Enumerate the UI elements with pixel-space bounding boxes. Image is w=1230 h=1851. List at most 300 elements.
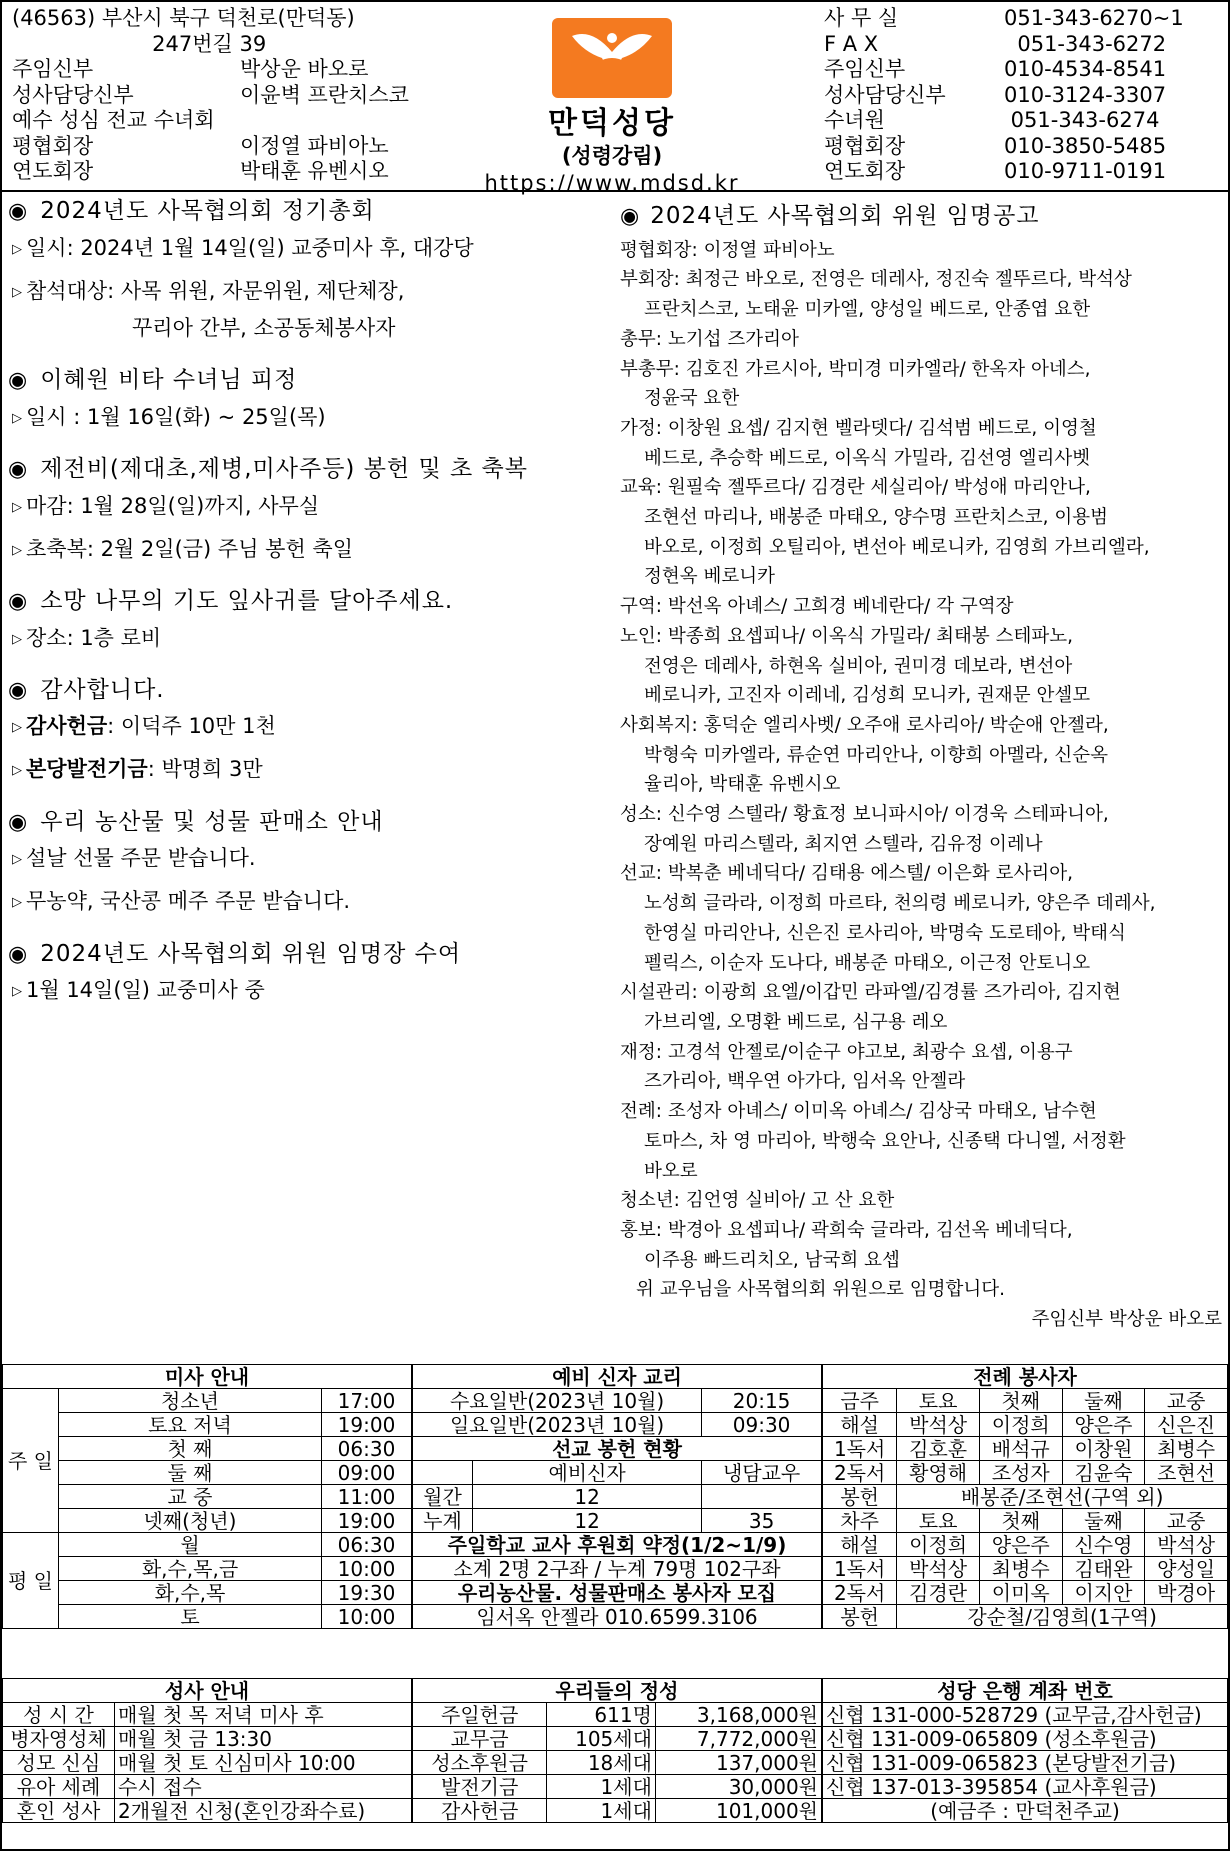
notices-column <box>8 198 612 1029</box>
bullet-icon: ◉ <box>8 809 29 835</box>
header-key: 247번길 39 <box>12 31 267 56</box>
appointment-line: 시설관리: 이광희 요엘/이갑민 라파엘/김경률 즈가리아, 김지현 <box>620 982 1121 1004</box>
table-cell: (예금주 : 만덕천주교) <box>823 1799 1228 1823</box>
header-row <box>824 83 1184 109</box>
triangle-icon: ▷ <box>12 720 22 736</box>
table-cell: 배석규 <box>979 1437 1062 1461</box>
appointment-line-cont: 이주용 빠드리치오, 남국희 요셉 <box>644 1249 900 1271</box>
table-row <box>413 1799 822 1823</box>
bullet-icon: ◉ <box>8 677 29 703</box>
table-cell: 선교 봉헌 현황 <box>413 1437 822 1461</box>
table-cell: 1독서 <box>823 1557 897 1581</box>
table-cell: 누계 <box>413 1509 473 1533</box>
triangle-icon: ▷ <box>12 542 22 558</box>
table-cell: 12 <box>473 1509 702 1533</box>
table-cell: 월 <box>59 1533 322 1557</box>
appointment-line: 구역: 박선옥 아녜스/ 고희경 베네란다/ 각 구역장 <box>620 596 1014 618</box>
table-cell: 감사헌금 <box>413 1799 547 1823</box>
table-cell: 강순철/김영희(1구역) <box>897 1605 1228 1629</box>
table-row <box>3 1461 412 1485</box>
table-row <box>823 1605 1228 1629</box>
table-cell: 10:00 <box>322 1605 412 1629</box>
appointment-line: 노인: 박종희 요셉피나/ 이옥식 가밀라/ 최태봉 스테파노, <box>620 625 1074 647</box>
notice-item <box>12 978 612 1003</box>
appointment-line-cont: 즈가리아, 백우연 아가다, 임서옥 안젤라 <box>644 1071 966 1093</box>
table-row <box>413 1461 822 1485</box>
table-cell: 배봉준/조현선(구역 외) <box>897 1485 1228 1509</box>
triangle-icon: ▷ <box>12 984 22 1000</box>
notice-item-text: 감사헌금: 이덕주 10만 1천 <box>26 714 276 739</box>
table-cell: 발전기금 <box>413 1775 547 1799</box>
notice-item-text: 일시 : 1월 16일(화) ~ 25일(목) <box>26 404 326 429</box>
table-row <box>823 1509 1228 1533</box>
header-key: 예수 성심 전교 수녀회 <box>12 108 215 132</box>
table-cell: 주일헌금 <box>413 1703 547 1727</box>
notice-title-text: 이혜원 비타 수녀님 피정 <box>40 367 298 394</box>
table-row <box>823 1727 1228 1751</box>
notice-title <box>8 809 612 837</box>
triangle-icon: ▷ <box>12 895 22 911</box>
header-row <box>12 6 409 32</box>
table-cell: 차주 <box>823 1509 897 1533</box>
table-cell: 봉헌 <box>823 1485 897 1509</box>
appointment-line-cont: 베로니카, 고진자 이레네, 김성희 모니카, 권재문 안셀모 <box>644 685 1091 707</box>
table-cell: 101,000원 <box>655 1799 821 1823</box>
table-cell: 3,168,000원 <box>655 1703 821 1727</box>
table-row <box>413 1751 822 1775</box>
table-cell: 성사 안내 <box>3 1679 412 1703</box>
table-cell: 1독서 <box>823 1437 897 1461</box>
table-cell: 교 중 <box>59 1485 322 1509</box>
table-cell <box>702 1485 822 1509</box>
table-row <box>413 1509 822 1533</box>
header-value: 박상운 바오로 <box>240 57 369 81</box>
notice-item-text: 초축복: 2월 2일(금) 주님 봉헌 축일 <box>26 536 353 561</box>
appointment-line-cont: 조현선 마리나, 배봉준 마태오, 양수명 프란치스코, 이용범 <box>644 507 1108 529</box>
bullet-icon: ◉ <box>8 368 29 394</box>
table-cell: 매월 첫 금 13:30 <box>115 1727 412 1751</box>
catechism-table <box>412 1364 822 1629</box>
notice-item <box>12 714 612 739</box>
appointment-line-cont: 토마스, 차 영 마리아, 박행숙 요안나, 신종택 다니엘, 서정환 <box>644 1130 1126 1152</box>
table-cell: 137,000원 <box>655 1751 821 1775</box>
table-cell: 토요 <box>897 1389 980 1413</box>
triangle-icon: ▷ <box>12 241 22 257</box>
appointment-line-cont: 정현옥 베로니카 <box>644 566 775 588</box>
table-row <box>823 1679 1228 1703</box>
notice-title <box>8 198 612 226</box>
table-cell: 양성일 <box>1145 1557 1228 1581</box>
header-value: 010-3124-3307 <box>1004 82 1167 107</box>
appointment-line-cont: 베드로, 추승학 베드로, 이옥식 가밀라, 김선영 엘리사벳 <box>644 447 1091 469</box>
table-cell: 토요 저녁 <box>59 1413 322 1437</box>
table-cell: 봉헌 <box>823 1605 897 1629</box>
header-key: 성사담당신부 <box>824 82 946 107</box>
triangle-icon: ▷ <box>12 852 22 868</box>
header-key: 성사담당신부 <box>12 82 134 107</box>
notice-title <box>8 456 612 484</box>
header-row <box>12 57 409 83</box>
table-cell: 해설 <box>823 1413 897 1437</box>
appointment-line-cont: 바오로 <box>644 1160 698 1182</box>
header-left-info <box>12 6 409 185</box>
table-cell: 우리들의 정성 <box>413 1679 822 1703</box>
table-cell: 화,수,목 <box>59 1581 322 1605</box>
table-cell: 19:00 <box>322 1509 412 1533</box>
bank-account-table <box>822 1678 1228 1823</box>
table-row <box>3 1727 412 1751</box>
table-row <box>413 1365 822 1389</box>
header-key: 주임신부 <box>824 57 906 81</box>
notice-item-text: 1월 14일(일) 교중미사 중 <box>26 978 265 1003</box>
notice-title-text: 2024년도 사목협의회 위원 임명장 수여 <box>40 940 462 967</box>
table-row <box>3 1389 412 1413</box>
table-cell: 김경란 <box>897 1581 980 1605</box>
table-cell: 신협 131-009-065823 (본당발전기금) <box>823 1751 1228 1775</box>
table-cell: 우리농산물. 성물판매소 봉사자 모집 <box>413 1581 822 1605</box>
bullet-icon: ◉ <box>8 588 29 614</box>
table-cell: 35 <box>702 1509 822 1533</box>
header-value: 010-9711-0191 <box>1004 159 1167 183</box>
notice-section <box>8 198 612 341</box>
notice-section <box>8 941 612 1004</box>
notice-title <box>8 941 612 969</box>
notice-section <box>8 456 612 562</box>
table-cell: 청소년 <box>59 1389 322 1413</box>
table-row <box>823 1437 1228 1461</box>
table-cell: 교중 <box>1145 1389 1228 1413</box>
table-row <box>3 1775 412 1799</box>
table-cell: 교중 <box>1145 1509 1228 1533</box>
church-subtitle: (성령강림) <box>561 144 663 168</box>
table-cell: 교무금 <box>413 1727 547 1751</box>
table-cell: 2독서 <box>823 1461 897 1485</box>
notice-item <box>12 846 612 871</box>
table-cell: 1세대 <box>547 1799 656 1823</box>
table-cell: 첫째 <box>979 1389 1062 1413</box>
table-cell: 첫 째 <box>59 1437 322 1461</box>
table-row <box>823 1365 1228 1389</box>
notice-item <box>12 236 612 261</box>
appointment-line: 재정: 고경석 안젤로/이순구 야고보, 최광수 요셉, 이용구 <box>620 1041 1073 1063</box>
table-cell: 18세대 <box>547 1751 656 1775</box>
table-cell: 토 <box>59 1605 322 1629</box>
appointment-line-cont: 가브리엘, 오명환 베드로, 심구용 레오 <box>644 1011 948 1033</box>
table-cell: 09:00 <box>322 1461 412 1485</box>
appointment-line-cont: 장예원 마리스텔라, 최지연 스텔라, 김유정 이레나 <box>644 833 1043 855</box>
table-row <box>823 1557 1228 1581</box>
header-key: 평협회장 <box>824 133 906 158</box>
header-value: 051-343-6270~1 <box>1004 6 1184 30</box>
notice-title <box>8 677 612 705</box>
table-cell: 30,000원 <box>655 1775 821 1799</box>
appointment-line: 부총무: 김호진 가르시아, 박미경 미카엘라/ 한옥자 아네스, <box>620 358 1091 380</box>
table-row <box>823 1413 1228 1437</box>
table-cell: 성소후원금 <box>413 1751 547 1775</box>
table-cell: 혼인 성사 <box>3 1799 115 1823</box>
notice-item <box>12 889 612 914</box>
appointment-line: 청소년: 김언영 실비아/ 고 산 요한 <box>620 1190 895 1212</box>
table-row <box>823 1775 1228 1799</box>
notice-section <box>8 367 612 430</box>
appointment-line-cont: 한영실 마리안나, 신은진 로사리아, 박명숙 도로테아, 박태식 <box>644 922 1126 944</box>
table-cell: 19:00 <box>322 1413 412 1437</box>
appointment-line: 사회복지: 홍덕순 엘리사벳/ 오주애 로사리아/ 박순애 안젤라, <box>620 714 1109 736</box>
table-cell: 이창원 <box>1062 1437 1145 1461</box>
notice-item-text: 본당발전기금: 박명희 3만 <box>26 757 263 782</box>
header-key: 주임신부 <box>12 57 94 81</box>
table-row <box>3 1581 412 1605</box>
table-cell: 신협 131-009-065809 (성소후원금) <box>823 1727 1228 1751</box>
table-cell: 09:30 <box>702 1413 822 1437</box>
notice-item <box>12 537 612 562</box>
header-value: 010-3850-5485 <box>1004 133 1167 158</box>
header-key: 수녀원 <box>824 108 885 132</box>
church-logo-icon <box>552 18 672 98</box>
table-cell: 19:30 <box>322 1581 412 1605</box>
table-cell: 매월 첫 목 저녁 미사 후 <box>115 1703 412 1727</box>
sacrament-table <box>2 1678 412 1823</box>
table-row <box>413 1703 822 1727</box>
table-cell: 611명 <box>547 1703 656 1727</box>
appointment-line: 성소: 신수영 스텔라/ 황효정 보니파시아/ 이경욱 스테파니아, <box>620 804 1109 826</box>
table-cell: 조현선 <box>1145 1461 1228 1485</box>
logo <box>484 18 740 196</box>
table-cell: 10:00 <box>322 1557 412 1581</box>
table-row <box>3 1533 412 1557</box>
appointment-line: 총무: 노기섭 즈가리아 <box>620 328 799 350</box>
appointment-line-cont: 박형숙 미카엘라, 류순연 마리안나, 이향희 아멜라, 신순옥 <box>644 744 1108 766</box>
table-row <box>823 1533 1228 1557</box>
table-row <box>823 1461 1228 1485</box>
header-row <box>12 159 409 185</box>
header-value: 051-343-6272 <box>1004 31 1167 56</box>
header-row <box>824 6 1184 32</box>
table-cell: 주 일 <box>3 1389 59 1533</box>
appointment-title: ◉ 2024년도 사목협의회 위원 임명공고 <box>620 203 1040 229</box>
appointment-line-cont: 바오로, 이정희 오틸리아, 변선아 베로니카, 김영희 가브리엘라, <box>644 536 1150 558</box>
table-cell: 양은주 <box>979 1533 1062 1557</box>
table-cell: 냉담교우 <box>702 1461 822 1485</box>
header <box>2 2 1228 196</box>
table-cell: 이정희 <box>897 1533 980 1557</box>
notice-item-indent: 꾸리아 간부, 소공동체봉사자 <box>132 315 396 340</box>
appointment-line-cont: 율리아, 박태훈 유벤시오 <box>644 774 841 796</box>
table-cell: 신수영 <box>1062 1533 1145 1557</box>
table-cell: 1세대 <box>547 1775 656 1799</box>
header-value: 051-343-6274 <box>1004 108 1160 132</box>
appointment-signature: 주임신부 박상운 바오로 <box>1031 1309 1222 1331</box>
notice-title-text: 우리 농산물 및 성물 판매소 안내 <box>40 808 384 835</box>
table-row <box>3 1751 412 1775</box>
table-cell: 예비 신자 교리 <box>413 1365 822 1389</box>
notice-title <box>8 588 612 616</box>
header-row <box>824 134 1184 160</box>
table-row <box>823 1389 1228 1413</box>
table-cell: 20:15 <box>702 1389 822 1413</box>
table-cell: 양은주 <box>1062 1413 1145 1437</box>
table-cell: 성모 신심 <box>3 1751 115 1775</box>
table-cell: 박석상 <box>897 1413 980 1437</box>
table-cell: 둘째 <box>1062 1509 1145 1533</box>
table-row <box>823 1799 1228 1823</box>
triangle-icon: ▷ <box>12 410 22 426</box>
table-cell: 이미옥 <box>979 1581 1062 1605</box>
table-cell: 월간 <box>413 1485 473 1509</box>
triangle-icon: ▷ <box>12 763 22 779</box>
appointment-line: 전례: 조성자 아녜스/ 이미옥 아녜스/ 김상국 마태오, 남수현 <box>620 1101 1097 1123</box>
table-cell: 박석상 <box>1145 1533 1228 1557</box>
notice-section <box>8 588 612 651</box>
table-cell: 병자영성체 <box>3 1727 115 1751</box>
header-row <box>824 159 1184 185</box>
offering-table <box>412 1678 822 1823</box>
table-cell: 김호훈 <box>897 1437 980 1461</box>
table-cell: 평 일 <box>3 1533 59 1629</box>
table-cell: 성 시 간 <box>3 1703 115 1727</box>
table-row <box>823 1485 1228 1509</box>
header-value: 이정열 파비아노 <box>240 133 389 158</box>
bullet-icon: ◉ <box>620 204 641 229</box>
appointment-line: 부회장: 최정근 바오로, 전영은 데레사, 정진숙 젤뚜르다, 박석상 <box>620 269 1132 291</box>
header-row <box>824 57 1184 83</box>
header-row <box>824 32 1184 58</box>
table-cell: 수시 접수 <box>115 1775 412 1799</box>
liturgy-servers-table <box>822 1364 1228 1629</box>
table-cell: 토요 <box>897 1509 980 1533</box>
appointment-line: 가정: 이창원 요셉/ 김지현 벨라뎃다/ 김석범 베드로, 이영철 <box>620 417 1097 439</box>
notice-section <box>8 677 612 783</box>
bullet-icon: ◉ <box>8 199 29 224</box>
appointment-line-cont: 펠릭스, 이순자 도나다, 배봉준 마태오, 이근정 안토니오 <box>644 952 1091 974</box>
bullet-icon: ◉ <box>8 941 29 967</box>
notice-title-text: 소망 나무의 기도 잎사귀를 달아주세요. <box>40 587 454 614</box>
appointment-line: 교육: 원필숙 젤뚜르다/ 김경란 세실리아/ 박성애 마리안나, <box>620 477 1091 499</box>
table-row <box>3 1799 412 1823</box>
notice-item <box>12 405 612 430</box>
appointment-notice <box>620 202 1226 1335</box>
table-cell: 2독서 <box>823 1581 897 1605</box>
table-cell: 105세대 <box>547 1727 656 1751</box>
table-cell: 최병수 <box>1145 1437 1228 1461</box>
triangle-icon: ▷ <box>12 284 22 300</box>
header-key: 사 무 실 <box>824 6 899 30</box>
header-right-contacts <box>824 6 1184 185</box>
triangle-icon: ▷ <box>12 631 22 647</box>
table-cell: 신은진 <box>1145 1413 1228 1437</box>
table-cell: 첫째 <box>979 1509 1062 1533</box>
triangle-icon: ▷ <box>12 499 22 515</box>
table-row <box>823 1751 1228 1775</box>
notice-title-text: 2024년도 사목협의회 정기총회 <box>40 198 375 224</box>
notice-title <box>8 367 612 395</box>
appointment-line-cont: 전영은 데레사, 하현옥 실비아, 권미경 데보라, 변선아 <box>644 655 1073 677</box>
appointment-line-cont: 노성희 글라라, 이정희 마르타, 천의령 베로니카, 양은주 데레사, <box>644 893 1156 915</box>
table-row <box>3 1703 412 1727</box>
table-cell: 예비신자 <box>473 1461 702 1485</box>
notice-item-label: 감사헌금 <box>26 714 108 739</box>
table-cell: 넷째(청년) <box>59 1509 322 1533</box>
table-cell: 소계 2명 2구좌 / 누계 79명 102구좌 <box>413 1557 822 1581</box>
table-cell: 둘 째 <box>59 1461 322 1485</box>
header-key: 연도회장 <box>824 159 906 183</box>
church-url[interactable]: https://www.mdsd.kr <box>484 171 740 196</box>
appointment-line-cont: 프란치스코, 노태윤 미카엘, 양성일 베드로, 안종엽 요한 <box>644 299 1091 321</box>
table-cell: 박경아 <box>1145 1581 1228 1605</box>
mass-schedule-table <box>2 1364 412 1629</box>
table-cell: 06:30 <box>322 1533 412 1557</box>
table-cell: 신협 137-013-395854 (교사후원금) <box>823 1775 1228 1799</box>
table-cell: 매월 첫 토 신심미사 10:00 <box>115 1751 412 1775</box>
table-cell: 임서옥 안젤라 010.6599.3106 <box>413 1605 822 1629</box>
notice-item-text: 설날 선물 주문 받습니다. <box>26 846 256 871</box>
header-value: 이윤벽 프란치스코 <box>240 82 409 107</box>
table-cell: 수요일반(2023년 10월) <box>413 1389 702 1413</box>
notice-item-text: 무농약, 국산콩 메주 주문 받습니다. <box>26 889 351 914</box>
table-cell: 06:30 <box>322 1437 412 1461</box>
header-key: F A X <box>824 31 879 56</box>
table-cell: 둘째 <box>1062 1389 1145 1413</box>
table-row <box>413 1485 822 1509</box>
table-cell: 성당 은행 계좌 번호 <box>823 1679 1228 1703</box>
notice-item <box>12 494 612 519</box>
table-cell: 전례 봉사자 <box>823 1365 1228 1389</box>
notice-item-text: 마감: 1월 28일(일)까지, 사무실 <box>26 493 320 518</box>
table-row <box>3 1557 412 1581</box>
table-cell: 조성자 <box>979 1461 1062 1485</box>
table-row <box>413 1557 822 1581</box>
table-row <box>413 1605 822 1629</box>
header-row <box>824 108 1184 134</box>
table-row <box>413 1389 822 1413</box>
table-cell: 12 <box>473 1485 702 1509</box>
table-cell: 최병수 <box>979 1557 1062 1581</box>
table-cell: 11:00 <box>322 1485 412 1509</box>
table-cell: 신협 131-000-528729 (교무금,감사헌금) <box>823 1703 1228 1727</box>
header-row <box>12 108 409 134</box>
table-row <box>3 1413 412 1437</box>
notice-item-label: 본당발전기금 <box>26 757 148 782</box>
header-value: 010-4534-8541 <box>1004 57 1167 81</box>
table-cell: 해설 <box>823 1533 897 1557</box>
table-cell: 7,772,000원 <box>655 1727 821 1751</box>
table-cell: 화,수,목,금 <box>59 1557 322 1581</box>
table-cell: 주일학교 교사 후원회 약정(1/2~1/9) <box>413 1533 822 1557</box>
header-key: 연도회장 <box>12 159 94 183</box>
table-row <box>3 1437 412 1461</box>
bullet-icon: ◉ <box>8 456 29 482</box>
header-key: (46563) 부산시 북구 덕천로(만덕동) <box>12 6 355 30</box>
table-row <box>823 1581 1228 1605</box>
table-row <box>413 1679 822 1703</box>
table-row <box>413 1413 822 1437</box>
notice-item <box>12 279 612 341</box>
table-cell <box>413 1461 473 1485</box>
table-row <box>3 1509 412 1533</box>
table-cell: 김태완 <box>1062 1557 1145 1581</box>
table-row <box>3 1365 412 1389</box>
header-row <box>12 134 409 160</box>
notice-title-text: 제전비(제대초,제병,미사주등) 봉헌 및 초 축복 <box>40 455 528 482</box>
table-row <box>823 1703 1228 1727</box>
notice-section <box>8 809 612 915</box>
table-cell: 17:00 <box>322 1389 412 1413</box>
appointment-closing: 위 교우님을 사목협의회 위원으로 임명합니다. <box>636 1279 1005 1301</box>
header-key: 평협회장 <box>12 133 94 158</box>
table-row <box>3 1605 412 1629</box>
table-row <box>413 1437 822 1461</box>
table-cell: 일요일반(2023년 10월) <box>413 1413 702 1437</box>
